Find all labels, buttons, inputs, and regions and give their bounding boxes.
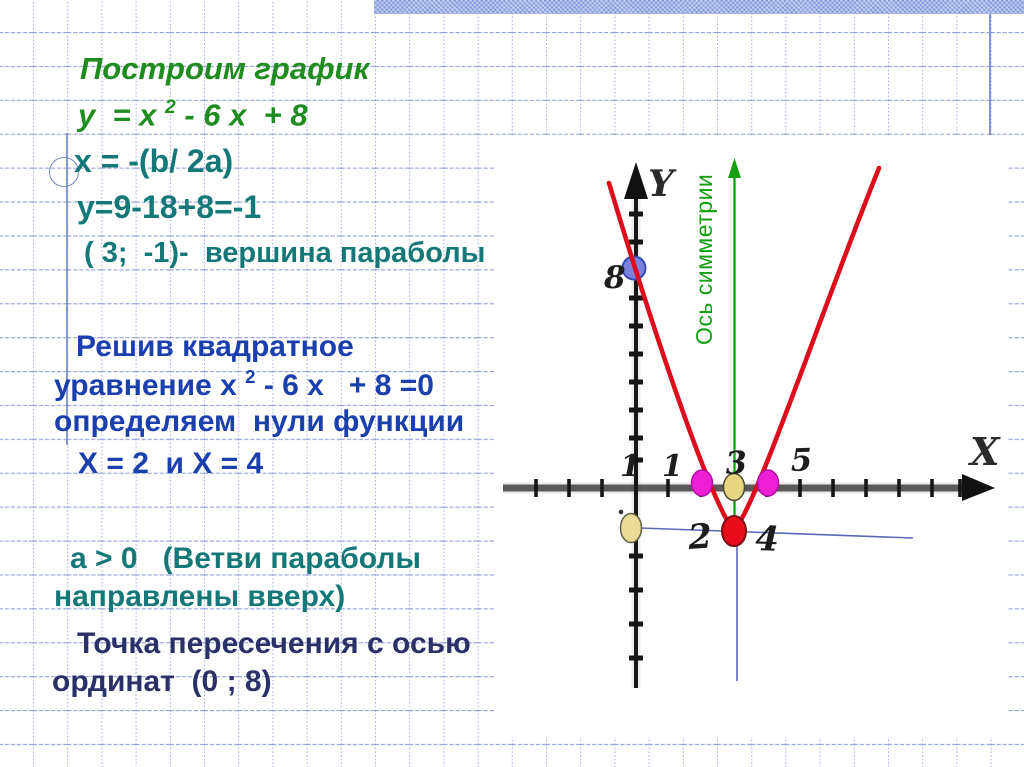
point-vertex [722,516,746,546]
symmetry-axis-arrowhead [728,158,741,178]
branches-line-2: направлены вверх) [54,580,346,613]
solve-eq-pre: уравнение х [54,369,246,402]
tick-label-y1: 1 [620,449,641,484]
x-axis-label: X [970,429,1000,474]
roots-line: Х = 2 и Х = 4 [78,447,264,480]
y-intercept-line-1: Точка пересечения с осью [77,627,471,660]
vertex-y-calc-line: у=9-18+8=-1 [77,189,262,225]
label-8: 8 [604,260,626,296]
tick-label-x1: 1 [662,449,683,484]
vertex-x-formula-line: х = -(b/ 2а) [74,143,234,179]
point-root-2 [692,470,713,496]
x-axis-arrowhead [962,474,995,501]
tick-label-x3: 3 [724,444,748,482]
solve-line-2 [54,368,434,402]
y-axis-arrowhead [624,162,648,199]
symmetry-axis-label: Ось симметрии [691,173,717,345]
tick-label-x4: 4 [754,519,780,560]
solve-eq-exponent: 2 [245,366,256,388]
vertex-point-line: ( 3; -1)- вершина параболы [84,237,486,269]
formula-post: - 6 х + 8 [175,97,308,133]
solve-line-1: Решив квадратное [76,330,354,363]
tick-label-x2: 2 [686,516,714,558]
solve-eq-post: - 6 х + 8 =0 [255,369,434,402]
title-line: Построим график [80,51,370,86]
y-axis-label: Y [648,163,674,205]
point-root-4 [758,470,779,496]
formula-pre: у = х [78,97,166,133]
tick-label-x5: 5 [790,442,813,479]
solve-line-3: определяем нули функции [54,405,465,438]
branches-line-1: а > 0 (Ветви параболы [70,542,422,575]
y-intercept-line-2: ординат (0 ; 8) [52,665,272,698]
formula-exponent: 2 [165,97,176,119]
point-y-minus1 [621,514,642,543]
function-formula-line [78,99,308,132]
point-y-minus1-mark [619,510,624,515]
